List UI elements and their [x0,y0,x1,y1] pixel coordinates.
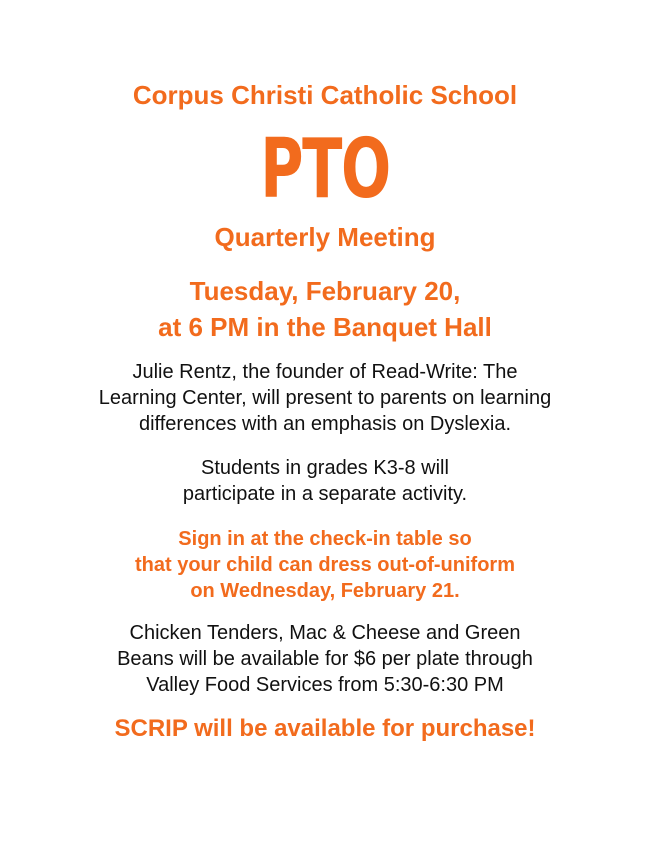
food-line-2: Beans will be available for $6 per plate through [117,648,533,670]
sign-in-line-2: that your child can dress out-of-uniform [134,554,515,576]
organization-title: PTO [260,122,390,217]
presenter-line-1: Julie Rentz, the founder of Read-Write: The [132,361,518,383]
students-line-1: Students in grades K3-8 will [201,457,449,479]
sign-in-line-1: Sign in at the check-in table so [178,528,472,550]
students-line-2: participate in a separate activity. [182,483,468,505]
presenter-line-2: Learning Center, will present to parents on learning [98,387,552,409]
event-title: Quarterly Meeting [214,222,436,252]
school-name: Corpus Christi Catholic School [132,80,518,110]
food-line-1: Chicken Tenders, Mac & Cheese and Green [129,622,521,644]
event-time-location: at 6 PM in the Banquet Hall [158,312,492,342]
event-date: Tuesday, February 20, [189,276,461,306]
scrip-notice: SCRIP will be available for purchase! [114,715,536,742]
food-line-3: Valley Food Services from 5:30-6:30 PM [146,674,504,696]
sign-in-line-3: on Wednesday, February 21. [190,580,460,602]
presenter-line-3: differences with an emphasis on Dyslexia. [138,413,512,435]
